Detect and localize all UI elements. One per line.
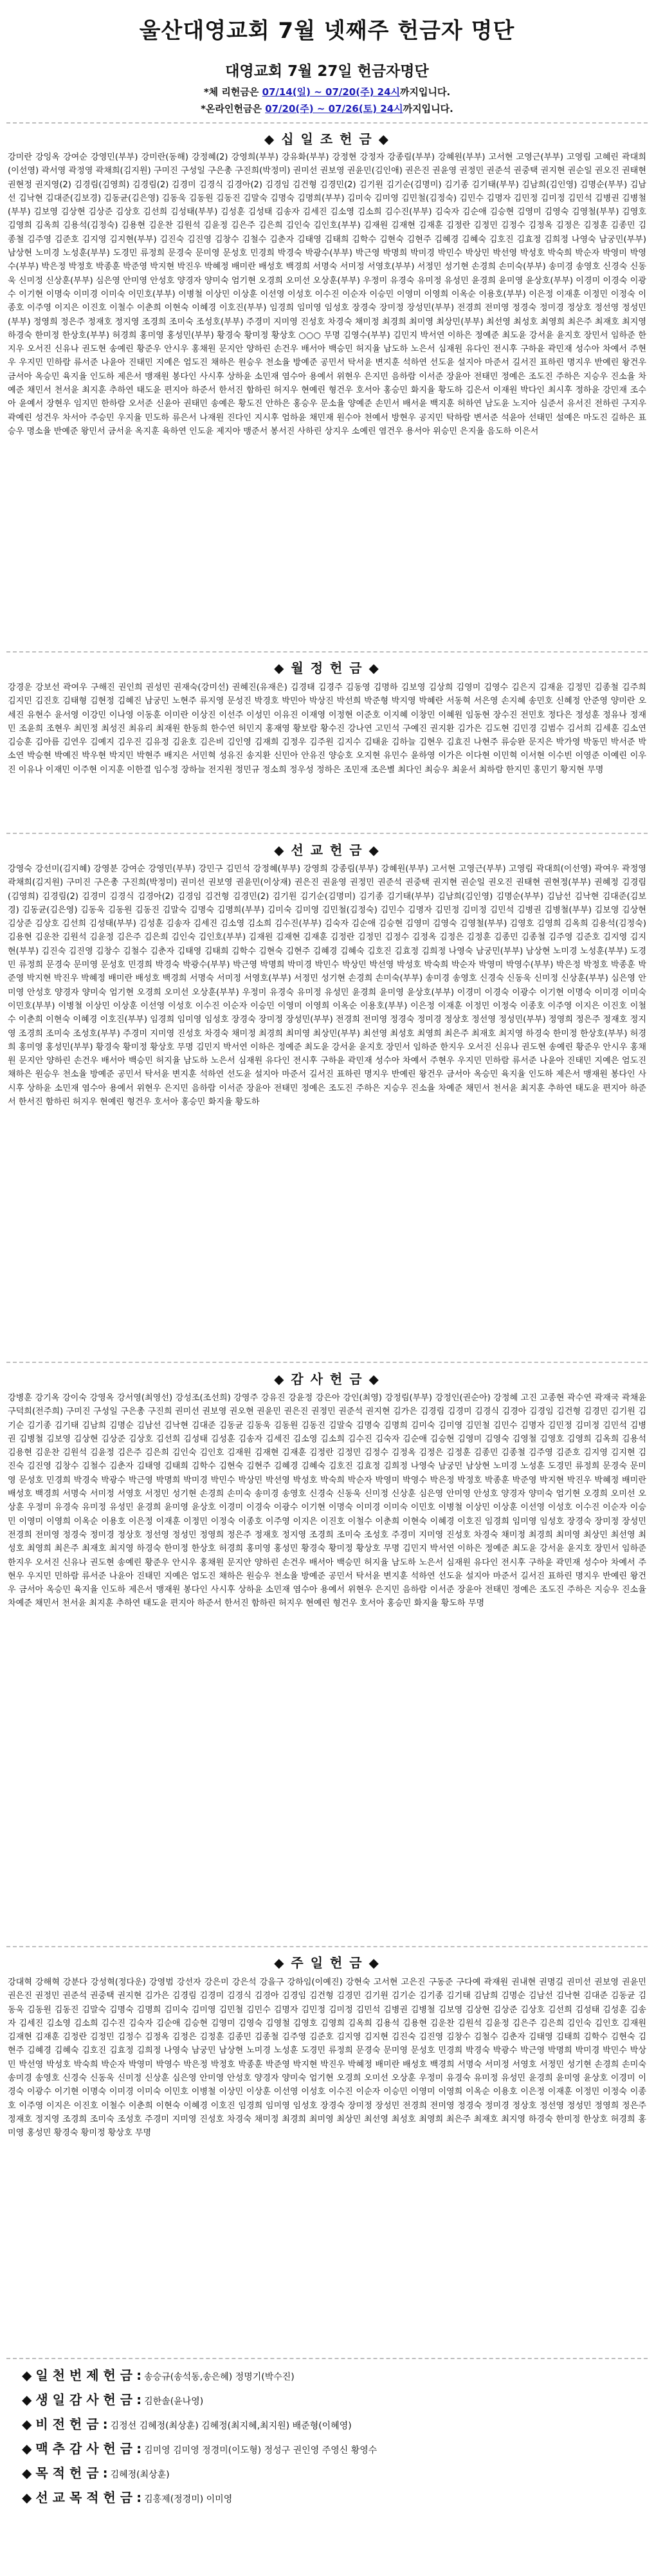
period-1-prefix: *체 리헌금은 [203, 86, 262, 98]
fund-row [22, 2365, 639, 2389]
period-1-date: 07/14(일) ~ 07/20(주) 24시 [262, 86, 401, 98]
period-2-date: 07/20(주) ~ 07/26(토) 24시 [265, 103, 403, 115]
fund-label: 맥 추 감 사 헌 금 [35, 2441, 133, 2456]
section-divider [6, 122, 648, 124]
bullet-icon: ◆ [22, 2465, 32, 2481]
section-divider [6, 1946, 648, 1947]
fund-colon: : [102, 2465, 108, 2481]
page-title: 울산대영교회 7월 넷째주 헌금자 명단 [139, 18, 515, 44]
fund-names: 김한솔(윤나영) [144, 2396, 204, 2407]
fund-names: 김미영 김미영 정경미(이도형) 정성구 권인영 주영신 황영수 [144, 2445, 377, 2456]
fund-row [22, 2414, 639, 2438]
special-fund-list [22, 2365, 639, 2512]
fund-names: 김정선 김혜정(최상훈) 김혜정(최지혜,최지원) 배준형(이혜영) [110, 2421, 352, 2431]
section-divider [6, 651, 648, 653]
page-subtitle: 대영교회 7월 27일 헌금자명단 [225, 63, 429, 80]
section-names-thanksgiving: 강병훈 강기옥 강이숙 강영옥 강서영(최영선) 강성조(조선희) 강영주 강유진 강윤정 강은아 강인(최영) 강정림(부부) 강정인(권순아) 강정혜 고진 고종현 곽수연 곽재국 곽채윤 구덕희(전주희) 구미진 구성일 구은총 구진희 권미선 권보영 권오현 권윤민 권은진 권정민 권준석 권지현 김가은 김경림 김경미 김경식 김경아 김경임 김건형 김경민 김기원 김기순 김기종 김기태 김남희 김명순 김남선 김낙현 김대준 김동균 김동욱 김동원 김동진 김말숙 김명숙 김명희 김미숙 김미영 김민철 김민수 김명자 김민정 김미정 김민석 김병권 김병철 김보영 김상현 김상준 김상호 김선희 김성태 김성훈 김송자 김세진 김소영 김소희 김수진 김숙자 김순애 김승현 김영미 김영숙 김영철 김영호 김영희 김옥희 김용석 김용현 김운찬 김원석 김윤정 김은주 김은희 김인숙 김인호 김재원 김재현 김재훈 김정란 김정민 김정수 김정옥 김정은 김정훈 김종민 김종철 김주영 김준호 김지영 김지현 김진숙 김진영 김창수 김철수 김춘자 김태영 김태희 김학수 김현숙 김현주 김혜경 김혜숙 김호진 김효정 김희정 나영숙 남궁민 남상현 노미경 노성훈 도경민 류정희 문경숙 문미영 문성호 민경희 박경숙 박광수 박근영 박명희 박미경 박민수 박상민 박선영 박성호 박숙희 박순자 박영미 박영수 박은정 박정호 박종훈 박준영 박지현 박진우 박혜정 배미란 배성호 백경희 서명숙 서미정 서영호 서정민 성기현 손경희 손미숙 송미경 송영호 신경숙 신동욱 신미정 신상훈 심은영 안미영 안성호 양경자 양미숙 엄기현 오경희 오미선 오상훈 우정미 유경숙 유미정 유성민 윤경희 윤미영 윤상호 이경미 이경숙 이광수 이기현 이명숙 이미경 이미숙 이민호 이병철 이상민 이상훈 이선영 이성호 이수진 이순자 이승민 이영미 이영희 이옥순 이용호 이은정 이재훈 이정민 이정숙 이종호 이주영 이지은 이진호 이철수 이춘희 이현숙 이혜경 이호진 임경희 임미영 임성호 장경숙 장미정 장성민 전경희 전미영 정경숙 정미경 정상호 정선영 정성민 정영희 정은주 정재호 정지영 조경희 조미숙 조성호 주경미 지미영 진성호 차경숙 채미정 최경희 최미영 최상민 최선영 최성호 최영희 최은주 최재호 최지영 하경숙 한미정 한상호 허경희 홍미영 홍성민 황경숙 황미정 황상호 무명 김민지 박서연 이하은 정예준 최도윤 강서윤 윤지호 장민서 임하준 한지우 오서진 신유나 권도현 송예린 황준우 안시우 홍채원 문지안 양하린 손건우 배서아 백승민 허지율 남도하 노은서 심재원 유다인 전시후 구하윤 곽민재 성수아 차예서 주현우 우지민 민하람 류서준 나윤아 진태민 지예은 엄도진 채하은 원승우 천소율 방예준 공민서 탁서윤 변지훈 석하연 선도윤 설지아 마준서 길서진 표하린 명지우 반예린 왕건우 금서아 옥승민 육지율 인도하 제은서 맹재원 봉다인 사시후 상하윤 소민재 염수아 용예서 위현우 은지민 음하람 이서준 장윤아 전태민 정예은 조도진 주하은 지승우 진소율 차예준 채민서 천서윤 최지훈 추하연 태도윤 편지아 하준서 한서진 함하린 허지우 현예린 형건우 호서아 홍승민 화지율 황도하 무명 [8, 1393, 646, 1609]
section-title-mission: ◆ 선 교 헌 금 ◆ [274, 842, 380, 858]
fund-row [22, 2389, 639, 2414]
fund-row [22, 2438, 639, 2463]
section-divider [6, 833, 648, 834]
section-names-mission: 강영숙 강선미(김지혜) 강영분 강여순 강영민(부부) 강민구 김민석 강정혜(부부) 강영희 강종림(부부) 강혜원(부부) 고서현 고영근(부부) 고영림 곽대희(이선영) 곽여우 곽정영 곽채희(김지원) 구미진 구은총 구진희(박정미) 권미선 권보영 권윤민(이상재) 권은진 권윤영 권정민 권준석 권중택 권지현 권순일 권오진 권태현 권현정(부부) 권혜정 김경림(김영희) 김경림(2) 김경미 김경식 김경아(2) 김경임 김건형 김경민(2) 김기원 김기순(김명미) 김기종 김기태(부부) 김남희(김인영) 김명순(부부) 김남선 김낙현 김대준(김보경) 김동균(김은영) 김동욱 김동원 김동진 김말숙 김명숙 김명희(부부) 김미숙 김미영 김민철(김정숙) 김민수 김명자 김민정 김미정 김민석 김병권 김병철(부부) 김보영 김상현 김상준 김상호 김선희 김성태(부부) 김성훈 김송자 김세진 김소영 김소희 김수진(부부) 김숙자 김순애 김승현 김영미 김영숙 김영철(부부) 김영호 김영희 김옥희 김용석(김정숙) 김용현 김운찬 김원석 김윤정 김은주 김은희 김인숙 김인호(부부) 김재원 김재현 김재훈 김정란 김정민 김정수 김정옥 김정은 김정훈 김종민 김종철 김주영 김준호 김지영 김지현(부부) 김진숙 김진영 김창수 김철수 김춘자 김태영 김태희 김학수 김현숙 김현주 김혜경 김혜숙 김호진 김효정 김희정 나영숙 남궁민(부부) 남상현 노미경 노성훈(부부) 도경민 류정희 문경숙 문미영 문성호 민경희 박경숙 박광수(부부) 박근영 박명희 박미경 박민수 박상민 박선영 박성호 박숙희 박순자 박영미 박영수(부부) 박은정 박정호 박종훈 박준영 박지현 박진우 박혜정 배미란 배성호 백경희 서명숙 서미정 서영호(부부) 서정민 성기현 손경희 손미숙(부부) 송미경 송영호 신경숙 신동욱 신미정 신상훈(부부) 심은영 안미영 안성호 양경자 양미숙 엄기현 오경희 오미선 오상훈(부부) 우정미 유경숙 유미정 유성민 윤경희 윤미영 윤상호(부부) 이경미 이경숙 이광수 이기현 이명숙 이미경 이미숙 이민호(부부) 이병철 이상민 이상훈 이선영 이성호 이수진 이순자 이승민 이영미 이영희 이옥순 이용호(부부) 이은정 이재훈 이정민 이정숙 이종호 이주영 이지은 이진호 이철수 이춘희 이현숙 이혜경 이호진(부부) 임경희 임미영 임성호 장경숙 장미정 장성민(부부) 전경희 전미영 정경숙 정미경 정상호 정선영 정성민(부부) 정영희 정은주 정재호 정지영 조경희 조미숙 조성호(부부) 주경미 지미영 진성호 차경숙 채미정 최경희 최미영 최상민(부부) 최선영 최성호 최영희 최은주 최재호 최지영 하경숙 한미정 한상호(부부) 허경희 홍미영 홍성민(부부) 황경숙 황미정 황상호 무명 김민지 박서연 이하은 정예준 최도윤 강서윤 윤지호 장민서 임하준 한지우 오서진 신유나 권도현 송예린 황준우 안시우 홍채원 문지안 양하린 손건우 배서아 백승민 허지율 남도하 노은서 심재원 유다인 전시후 구하윤 곽민재 성수아 차예서 주현우 우지민 민하람 류서준 나윤아 진태민 지예은 엄도진 채하은 원승우 천소율 방예준 공민서 탁서윤 변지훈 석하연 선도윤 설지아 마준서 길서진 표하린 명지우 반예린 왕건우 금서아 옥승민 육지율 인도하 제은서 맹재원 봉다인 사시후 상하윤 소민재 염수아 용예서 위현우 은지민 음하람 이서준 장윤아 전태민 정예은 조도진 주하은 지승우 진소율 차예준 채민서 천서윤 최지훈 추하연 태도윤 편지아 하준서 한서진 함하린 허지우 현예린 형건우 호서아 홍승민 화지율 황도하 [8, 864, 646, 1107]
section-title-monthly: ◆ 월 정 헌 금 ◆ [274, 660, 380, 676]
fund-names: 송승규(송석동,송은혜) 정명기(박수진) [144, 2372, 295, 2382]
fund-label: 일 천 번 제 헌 금 [35, 2368, 133, 2383]
period-2-prefix: *온라인헌금은 [201, 103, 266, 115]
section-divider [6, 2358, 648, 2359]
section-names-tithe: 강미란 강잉옥 강여순 강영민(부부) 강미란(동해) 강정혜(2) 강영희(부부) 강유화(부부) 강정현 강정자 강종림(부부) 강혜원(부부) 고서현 고영근(부부) 고영림 고혜린 곽대희(이선영) 곽서영 곽정영 곽채희(김지원) 구미진 구성일 구은총 구진희(박정미) 권미선 권보영 권윤민(김인애) 권은진 권윤영 권정민 권준석 권중택 권지현 권순일 권오진 권태현 권현정 권지영(2) 김경림(김영희) 김경림(2) 김경미 김경식 김경아(2) 김경임 김건형 김경민(2) 김기원 김기순(김명미) 김기종 김기태(부부) 김남희(김인영) 김명순(부부) 김남선 김낙현 김대준(김보경) 김동균(김은영) 김동욱 김동원 김동진 김말숙 김명숙 김명희(부부) 김미숙 김미영 김민철(김정숙) 김민수 김명자 김민정 김미정 김민석 김병권 김병철(부부) 김보영 김상현 김상준 김상호 김선희 김성태(부부) 김성훈 김성태 김송자 김세진 김소영 김소희 김수진(부부) 김숙자 김순애 김승현 김영미 김영숙 김영철(부부) 김영호 김영희 김옥희 김용석(김정숙) 김용현 김운찬 김원석 김윤정 김은주 김은희 김인숙 김인호(부부) 김재원 김재현 김재훈 김정란 김정민 김정수 김정옥 김정은 김정훈 김종민 김종철 김주영 김준호 김지영 김지현(부부) 김진숙 김진영 김창수 김철수 김춘자 김태영 김태희 김학수 김현숙 김현주 김혜경 김혜숙 김호진 김효정 김희정 나영숙 남궁민(부부) 남상현 노미경 노성훈(부부) 도경민 류정희 문경숙 문미영 문성호 민경희 박경숙 박광수(부부) 박근영 박명희 박미경 박민수 박상민 박선영 박성호 박숙희 박순자 박영미 박영수(부부) 박은정 박정호 박종훈 박준영 박지현 박진우 박혜정 배미란 배성호 백경희 서명숙 서미정 서영호(부부) 서정민 성기현 손경희 손미숙(부부) 송미경 송영호 신경숙 신동욱 신미정 신상훈(부부) 심은영 안미영 안성호 양경자 양미숙 엄기현 오경희 오미선 오상훈(부부) 우정미 유경숙 유미정 유성민 윤경희 윤미영 윤상호(부부) 이경미 이경숙 이광수 이기현 이명숙 이미경 이미숙 이민호(부부) 이병철 이상민 이상훈 이선영 이성호 이수진 이순자 이승민 이영미 이영희 이옥순 이용호(부부) 이은정 이재훈 이정민 이정숙 이종호 이주영 이지은 이진호 이철수 이춘희 이현숙 이혜경 이호진(부부) 임경희 임미영 임성호 장경숙 장미정 장성민(부부) 전경희 전미영 정경숙 정미경 정상호 정선영 정성민(부부) 정영희 정은주 정재호 정지영 조경희 조미숙 조성호(부부) 주경미 지미영 진성호 차경숙 채미정 최경희 최미영 최상민(부부) 최선영 최성호 최영희 최은주 최재호 최지영 하경숙 한미정 한상호(부부) 허경희 홍미영 홍성민(부부) 황경숙 황미정 황상호 ○○○ 무명 김영수(부부) 김민지 박서연 이하은 정예준 최도윤 강서윤 윤지호 장민서 임하준 한지우 오서진 신유나 권도현 송예린 황준우 안시우 홍채원 문지안 양하린 손건우 배서아 백승민 허지율 남도하 노은서 심재원 유다인 전시후 구하윤 곽민재 성수아 차예서 주현우 우지민 민하람 류서준 나윤아 진태민 지예은 엄도진 채하은 원승우 천소율 방예준 공민서 탁서윤 변지훈 석하연 선도윤 설지아 마준서 길서진 표하린 명지우 반예린 왕건우 금서아 옥승민 육지율 인도하 제은서 맹재원 봉다인 사시후 상하윤 소민재 염수아 용예서 위현우 은지민 음하람 이서준 장윤아 전태민 정예은 조도진 주하은 지승우 진소율 차예준 채민서 천서윤 최지훈 추하연 태도윤 편지아 하준서 한서진 함하린 허지우 현예린 형건우 호서아 홍승민 화지율 황도하 김은서 이재원 박다인 최시후 정하윤 강민재 조수아 윤예서 장현우 임지민 한하람 오서준 신윤아 권태민 송예은 황도진 안하은 홍승우 문소율 양예준 손민서 배서윤 백지훈 허하연 남도윤 노지아 심준서 유서진 전하린 구지우 곽예린 성건우 차서아 주승민 우지율 민도하 류은서 나재원 진다인 지시후 엄하윤 채민재 원수아 천예서 방현우 공지민 탁하람 변서준 석윤아 선태민 설예은 마도진 길하은 표승우 명소율 반예준 왕민서 금서윤 옥지훈 육하연 인도윤 제지아 맹준서 봉서진 사하린 상지우 소예린 염건우 용서아 위승민 은지율 음도하 이은서 [8, 153, 646, 436]
fund-names: 김혜정(최상훈) [110, 2470, 170, 2480]
section-divider [6, 1362, 648, 1363]
bullet-icon: ◆ [22, 2416, 32, 2432]
section-title-tithe: ◆ 십 일 조 헌 금 ◆ [264, 131, 390, 147]
fund-names: 김홍제(정경미) 이미영 [144, 2494, 233, 2505]
fund-label: 선 교 목 적 헌 금 [35, 2490, 133, 2505]
fund-colon: : [136, 2490, 142, 2505]
bullet-icon: ◆ [22, 2441, 32, 2456]
section-names-monthly: 강경운 강보선 곽여우 구해진 권인희 권성민 권재숙(강미선) 권혜진(유재은) 김경태 김경주 김동영 김명하 김보영 김상희 김영미 김영수 김은지 김재윤 김정민 김종철 김주희 김지민 김진호 김태형 김현정 김혜진 남궁민 노현주 류지영 문성진 박경호 박민아 박상진 박선희 박준형 박지영 박혜란 서동혁 서은영 손지혜 송민호 신혜정 안준영 양미란 오세진 유현수 윤서영 이강민 이나영 이동훈 이미란 이상진 이선주 이성민 이유진 이재영 이정현 이준호 이지혜 이창민 이혜원 임동현 장수진 전민호 정다은 정성훈 정유나 정재민 조윤희 조현우 최민정 최성진 최유리 최재원 한동희 한수연 허민지 홍재영 황보람 황수진 강나연 고민석 구예진 권지환 김가은 김도현 김민경 김범수 김서희 김세훈 김소연 김승훈 김아름 김연우 김예지 김우진 김유정 김윤호 김은비 김인영 김재희 김정우 김주원 김지수 김태윤 김하늘 김현우 김효진 나현주 류승완 문지은 박가영 박동민 박서준 박소연 박승현 박예진 박우현 박지민 박현주 배지은 서민혁 성유진 송지환 신민아 안유진 양승호 오지현 유민수 윤하영 이가은 이다현 이민혁 이서현 이수빈 이영준 이예린 이우진 이유나 이재민 이주현 이지훈 이한결 임수정 장하늘 전지원 정민규 정소희 정우성 정하은 조민재 조은별 최다인 최승우 최윤서 최하람 한지민 홍민기 황지현 무명 [8, 683, 646, 775]
period-1-suffix: 까지입니다. [400, 86, 451, 98]
section-names-sunday: 강대혁 강해혁 강분다 강성혁(정다운) 강영범 강선자 강은미 강은석 강을구 강하임(이예진) 강현숙 고서현 고은진 구동준 구다예 곽재원 권내현 권명길 권미선 권보영 권윤민 권은진 권정민 권준석 권중택 권지현 김가은 김경림 김경미 김경식 김경아 김경임 김건형 김경민 김기원 김기순 김기종 김기태 김남희 김명순 김남선 김낙현 김대준 김동균 김동욱 김동원 김동진 김말숙 김명숙 김명희 김미숙 김미영 김민철 김민수 김명자 김민정 김미정 김민석 김병권 김병철 김보영 김상현 김상준 김상호 김선희 김성태 김성훈 김송자 김세진 김소영 김소희 김수진 김숙자 김순애 김승현 김영미 김영숙 김영철 김영호 김영희 김옥희 김용석 김용현 김운찬 김원석 김윤정 김은주 김은희 김인숙 김인호 김재원 김재현 김재훈 김정란 김정민 김정수 김정옥 김정은 김정훈 김종민 김종철 김주영 김준호 김지영 김지현 김진숙 김진영 김창수 김철수 김춘자 김태영 김태희 김학수 김현숙 김현주 김혜경 김혜숙 김호진 김효정 김희정 나영숙 남궁민 남상현 노미경 노성훈 도경민 류정희 문경숙 문미영 문성호 민경희 박경숙 박광수 박근영 박명희 박미경 박민수 박상민 박선영 박성호 박숙희 박순자 박영미 박영수 박은정 박정호 박종훈 박준영 박지현 박진우 박혜정 배미란 배성호 백경희 서명숙 서미정 서영호 서정민 성기현 손경희 손미숙 송미경 송영호 신경숙 신동욱 신미정 신상훈 심은영 안미영 안성호 양경자 양미숙 엄기현 오경희 오미선 오상훈 우정미 유경숙 유미정 유성민 윤경희 윤미영 윤상호 이경미 이경숙 이광수 이기현 이명숙 이미경 이미숙 이민호 이병철 이상민 이상훈 이선영 이성호 이수진 이순자 이승민 이영미 이영희 이옥순 이용호 이은정 이재훈 이정민 이정숙 이종호 이주영 이지은 이진호 이철수 이춘희 이현숙 이혜경 이호진 임경희 임미영 임성호 장경숙 장미정 장성민 전경희 전미영 정경숙 정미경 정상호 정선영 정성민 정영희 정은주 정재호 정지영 조경희 조미숙 조성호 주경미 지미영 진성호 차경숙 채미정 최경희 최미영 최상민 최선영 최성호 최영희 최은주 최재호 최지영 하경숙 한미정 한상호 허경희 홍미영 홍성민 황경숙 황미정 황상호 무명 [8, 1978, 646, 2138]
section-title-sunday: ◆ 주 일 헌 금 ◆ [274, 1955, 380, 1970]
online-offering-period [0, 102, 654, 115]
fund-colon: : [136, 2368, 142, 2383]
fund-colon: : [136, 2392, 142, 2407]
fund-row [22, 2487, 639, 2512]
fund-label: 생 일 감 사 헌 금 [35, 2392, 133, 2407]
fund-label: 비 전 헌 금 [35, 2416, 99, 2432]
section-title-thanksgiving: ◆ 감 사 헌 금 ◆ [274, 1371, 380, 1387]
bullet-icon: ◆ [22, 2490, 32, 2505]
bullet-icon: ◆ [22, 2368, 32, 2383]
fund-label: 목 적 헌 금 [35, 2465, 99, 2481]
period-2-suffix: 까지입니다. [403, 103, 453, 115]
bullet-icon: ◆ [22, 2392, 32, 2407]
fund-row [22, 2463, 639, 2487]
offline-offering-period [0, 85, 654, 98]
fund-colon: : [102, 2416, 108, 2432]
fund-colon: : [136, 2441, 142, 2456]
